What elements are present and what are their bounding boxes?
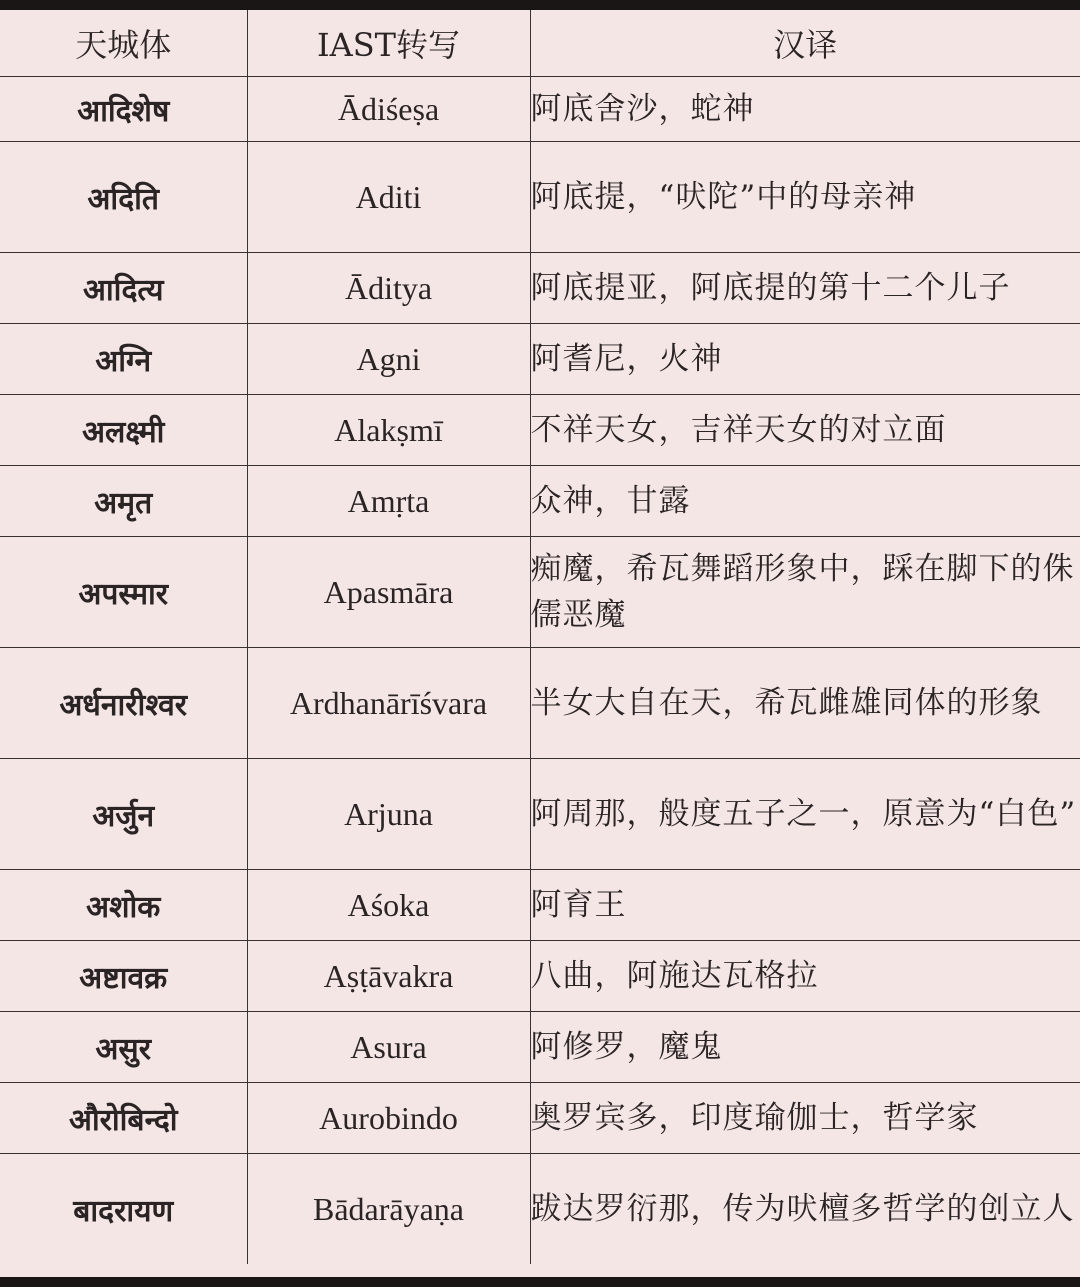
chinese-cell: 阿底提亚，阿底提的第十二个儿子 xyxy=(530,253,1080,324)
devanagari-cell: अर्जुन xyxy=(0,759,247,870)
devanagari-cell: अष्टावक्र xyxy=(0,941,247,1012)
iast-cell: Aurobindo xyxy=(247,1083,530,1154)
chinese-cell: 跋达罗衍那，传为吠檀多哲学的创立人 xyxy=(530,1154,1080,1265)
chinese-cell: 阿底舍沙，蛇神 xyxy=(530,77,1080,142)
iast-cell: Bādarāyaṇa xyxy=(247,1154,530,1265)
devanagari-cell: अग्नि xyxy=(0,324,247,395)
chinese-cell: 痴魔，希瓦舞蹈形象中，踩在脚下的侏儒恶魔 xyxy=(530,537,1080,648)
table-row xyxy=(0,142,1080,253)
header-row xyxy=(0,10,1080,77)
table-row xyxy=(0,648,1080,759)
table-row xyxy=(0,537,1080,648)
devanagari-cell: अमृत xyxy=(0,466,247,537)
table-row xyxy=(0,1083,1080,1154)
devanagari-cell: अर्धनारीश्वर xyxy=(0,648,247,759)
devanagari-cell: अलक्ष्मी xyxy=(0,395,247,466)
chinese-cell: 奥罗宾多，印度瑜伽士，哲学家 xyxy=(530,1083,1080,1154)
devanagari-cell: अदिति xyxy=(0,142,247,253)
chinese-cell: 众神，甘露 xyxy=(530,466,1080,537)
header-iast: IAST转写 xyxy=(247,10,530,77)
glossary-page xyxy=(0,10,1080,1277)
devanagari-cell: औरोबिन्दो xyxy=(0,1083,247,1154)
glossary-table xyxy=(0,10,1080,1264)
iast-cell: Arjuna xyxy=(247,759,530,870)
iast-cell: Aṣṭāvakra xyxy=(247,941,530,1012)
devanagari-cell: बादरायण xyxy=(0,1154,247,1265)
iast-cell: Apasmāra xyxy=(247,537,530,648)
iast-cell: Alakṣmī xyxy=(247,395,530,466)
iast-cell: Ardhanārīśvara xyxy=(247,648,530,759)
table-row xyxy=(0,324,1080,395)
chinese-cell: 阿耆尼，火神 xyxy=(530,324,1080,395)
iast-cell: Agni xyxy=(247,324,530,395)
header-chinese: 汉译 xyxy=(530,10,1080,77)
chinese-cell: 半女大自在天，希瓦雌雄同体的形象 xyxy=(530,648,1080,759)
iast-cell: Asura xyxy=(247,1012,530,1083)
chinese-cell: 阿修罗，魔鬼 xyxy=(530,1012,1080,1083)
iast-cell: Aditi xyxy=(247,142,530,253)
iast-cell: Aśoka xyxy=(247,870,530,941)
table-row xyxy=(0,253,1080,324)
table-row xyxy=(0,77,1080,142)
chinese-cell: 不祥天女，吉祥天女的对立面 xyxy=(530,395,1080,466)
table-row xyxy=(0,870,1080,941)
iast-cell: Ādiśeṣa xyxy=(247,77,530,142)
devanagari-cell: असुर xyxy=(0,1012,247,1083)
chinese-cell: 阿育王 xyxy=(530,870,1080,941)
devanagari-cell: आदिशेष xyxy=(0,77,247,142)
header-devanagari: 天城体 xyxy=(0,10,247,77)
table-row xyxy=(0,941,1080,1012)
chinese-cell: 八曲，阿施达瓦格拉 xyxy=(530,941,1080,1012)
devanagari-cell: आदित्य xyxy=(0,253,247,324)
iast-cell: Amṛta xyxy=(247,466,530,537)
chinese-cell: 阿周那，般度五子之一，原意为“白色” xyxy=(530,759,1080,870)
devanagari-cell: अशोक xyxy=(0,870,247,941)
table-row xyxy=(0,395,1080,466)
devanagari-cell: अपस्मार xyxy=(0,537,247,648)
chinese-cell: 阿底提，“吠陀”中的母亲神 xyxy=(530,142,1080,253)
table-row xyxy=(0,759,1080,870)
table-row xyxy=(0,1154,1080,1265)
table-row xyxy=(0,466,1080,537)
table-row xyxy=(0,1012,1080,1083)
iast-cell: Āditya xyxy=(247,253,530,324)
